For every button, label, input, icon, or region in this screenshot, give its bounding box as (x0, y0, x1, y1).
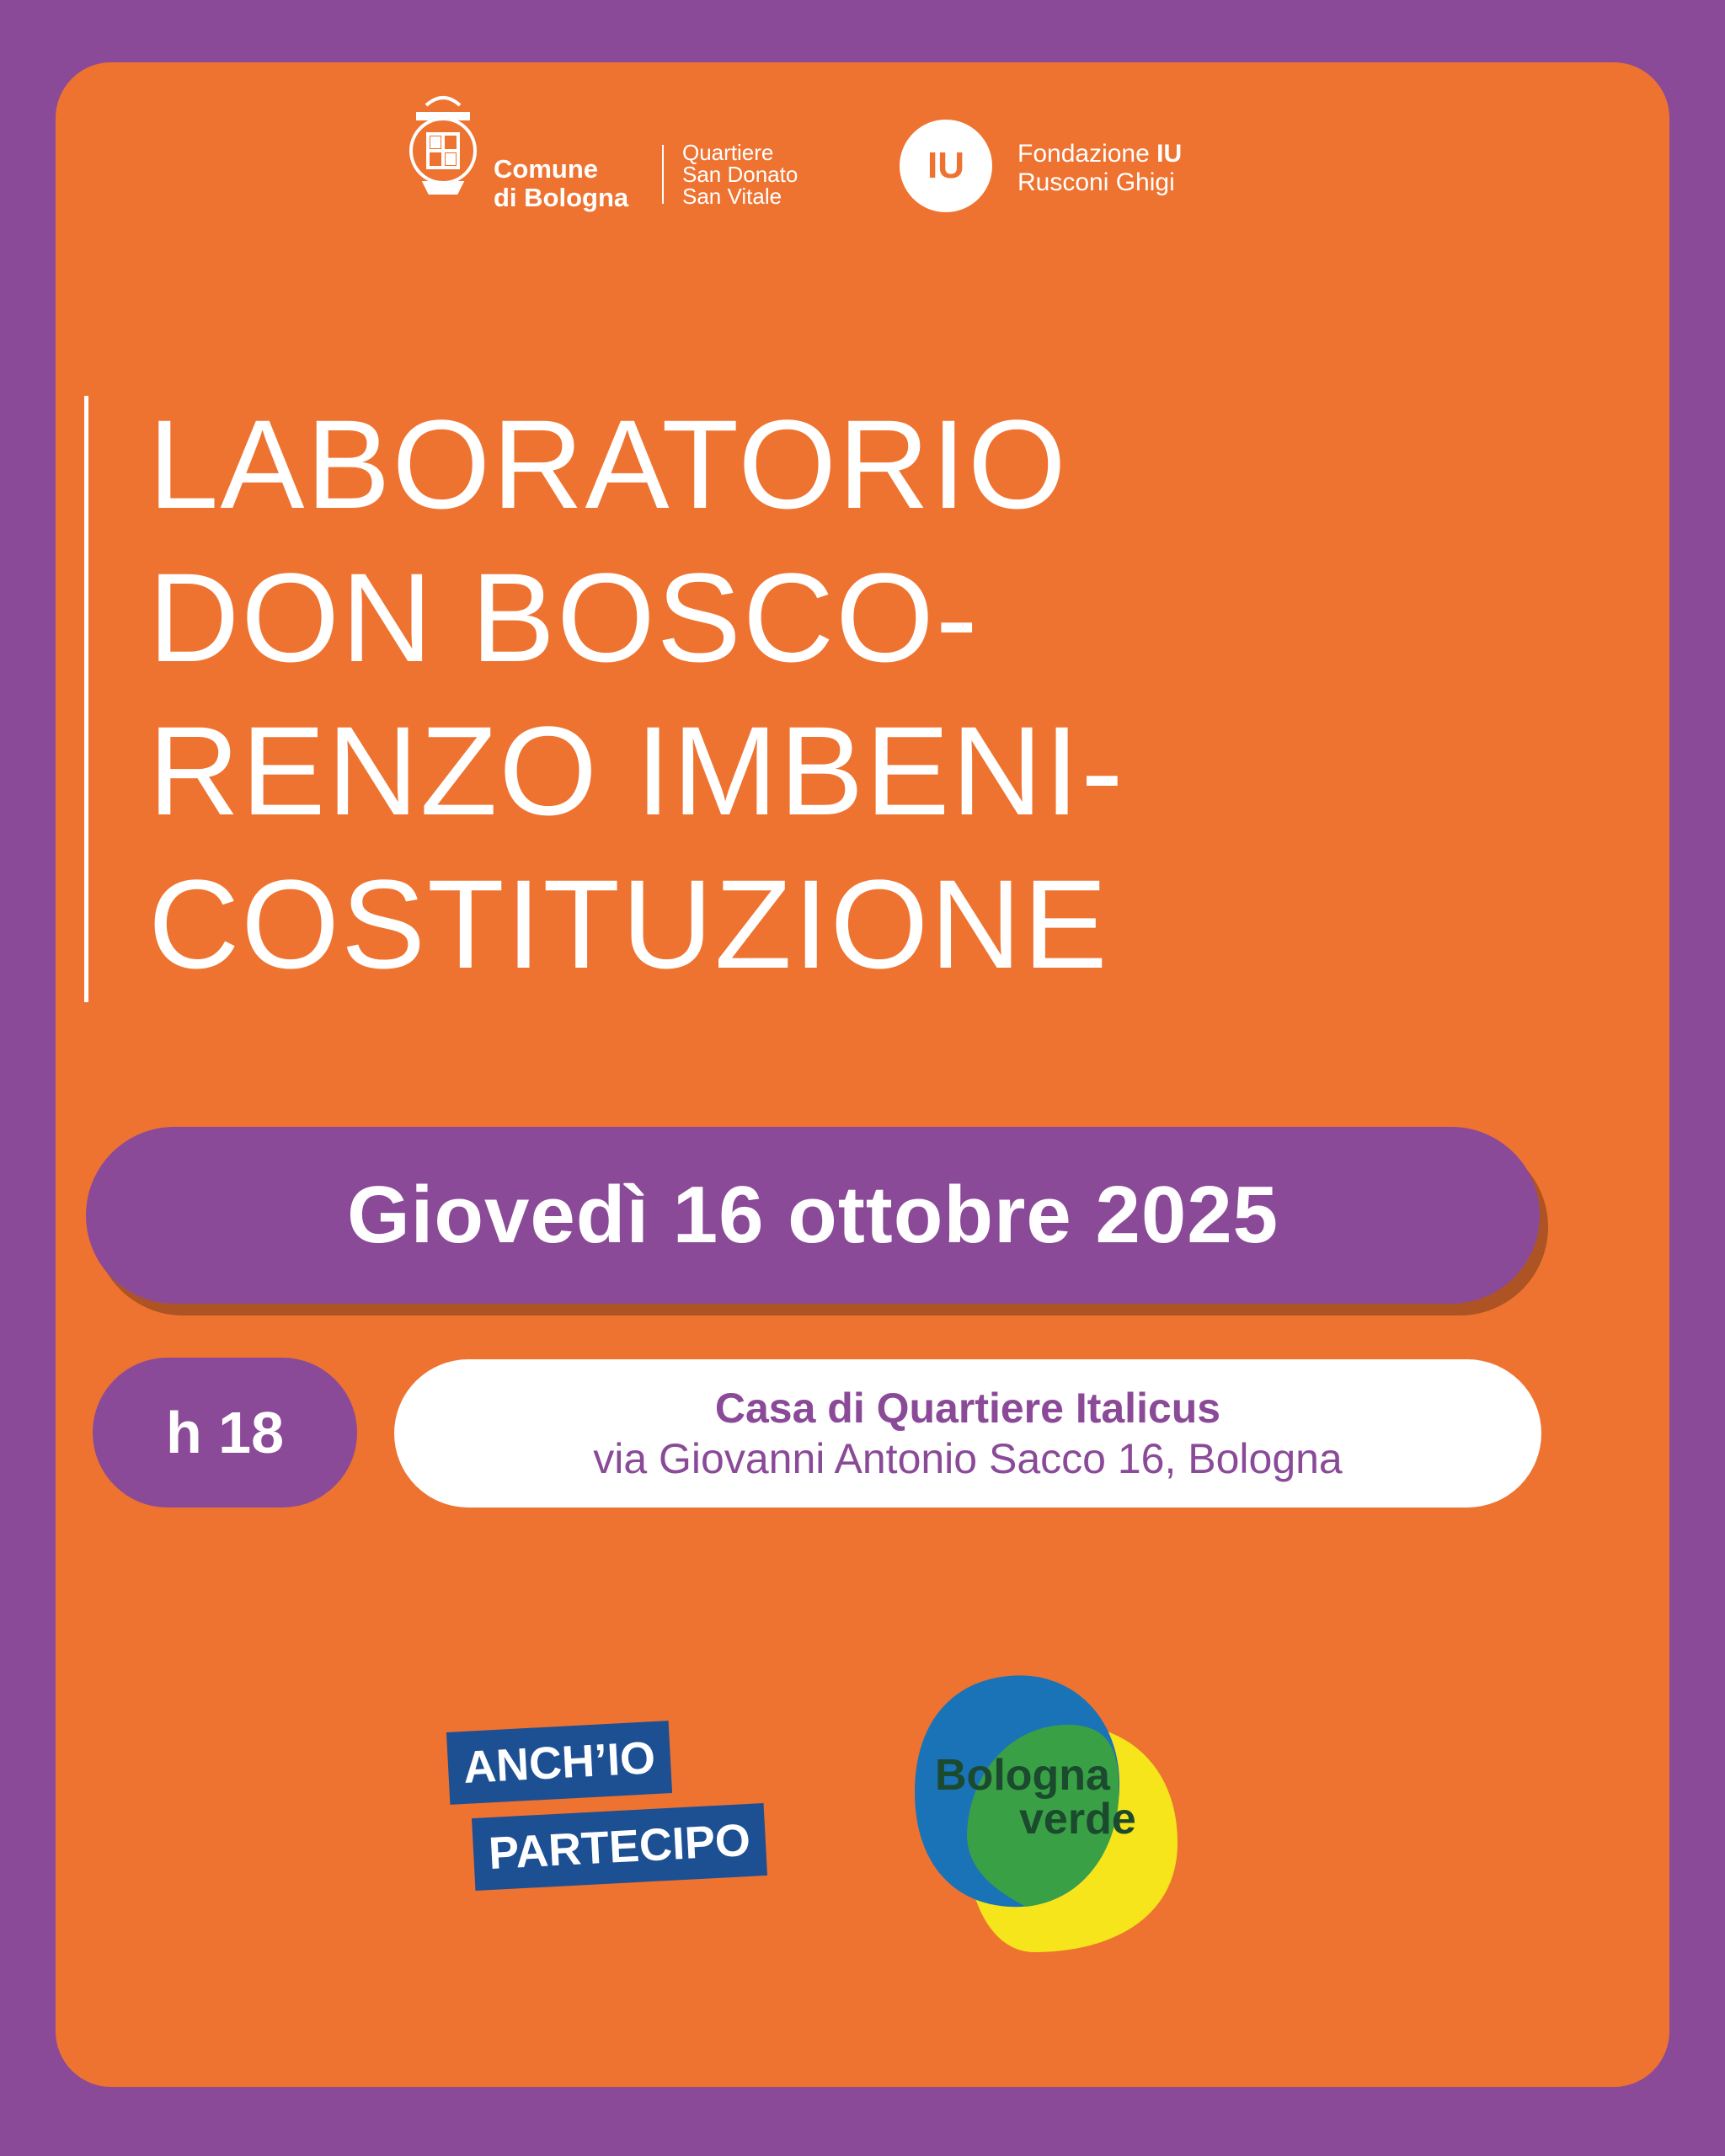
anchio-tag: ANCH’IO (446, 1721, 672, 1805)
title-accent-bar (84, 396, 88, 1002)
logo-divider (662, 145, 664, 204)
fondazione-wordmark: Fondazione IU Rusconi Ghigi (1017, 140, 1183, 196)
event-hour: h 18 (93, 1358, 357, 1508)
title-line: COSTITUZIONE (148, 853, 1109, 995)
partecipo-tag: PARTECIPO (472, 1803, 767, 1891)
header-logos (0, 0, 1725, 253)
location-name: Casa di Quartiere Italicus (714, 1385, 1221, 1432)
poster-card (56, 62, 1669, 2087)
page-title (148, 387, 1124, 1001)
title-line: RENZO IMBENI- (148, 700, 1125, 841)
quartiere-wordmark: Quartiere San Donato San Vitale (682, 140, 798, 209)
event-location (394, 1359, 1541, 1508)
title-line: LABORATORIO (148, 393, 1068, 535)
bologna-verde-wordmark: Bologna verde (935, 1751, 1136, 1844)
bologna-coat-of-arms-icon (401, 88, 485, 196)
comune-di-bologna-wordmark: Comune di Bologna (494, 154, 629, 212)
event-date: Giovedì 16 ottobre 2025 (86, 1127, 1540, 1304)
location-address: via Giovanni Antonio Sacco 16, Bologna (593, 1435, 1343, 1482)
iu-logo-icon: IU (900, 120, 992, 212)
title-line: DON BOSCO- (148, 547, 980, 688)
